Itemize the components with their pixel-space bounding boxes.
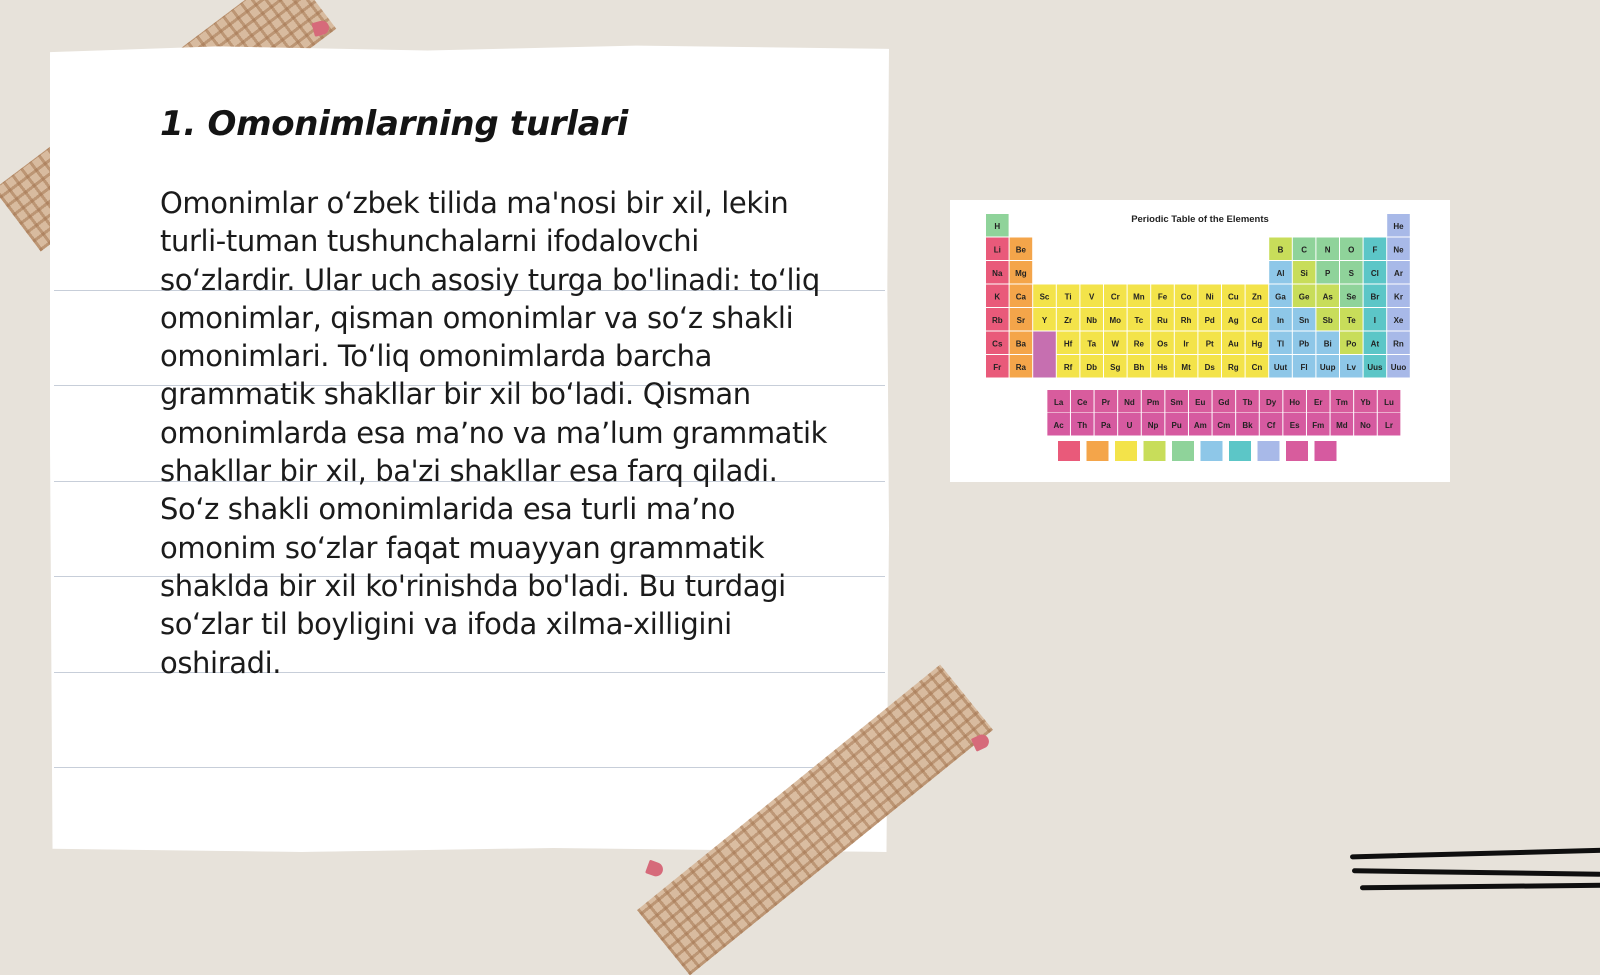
element-cell-he (1387, 214, 1410, 237)
element-symbol: Pt (1205, 339, 1214, 349)
element-cell-am (1189, 413, 1212, 436)
element-cell-yb (1354, 390, 1377, 413)
element-cell-pd (1198, 308, 1221, 331)
periodic-table-title: Periodic Table of the Elements (1131, 214, 1269, 225)
element-cell-ds (1198, 355, 1221, 378)
element-symbol: Tc (1134, 315, 1144, 325)
element-symbol: Uuo (1390, 362, 1407, 372)
element-symbol: Cr (1110, 292, 1120, 302)
element-symbol: Rh (1180, 315, 1192, 325)
element-cell-at (1364, 332, 1387, 355)
element-cell-in (1269, 308, 1292, 331)
element-cell-uup (1316, 355, 1339, 378)
element-cell-bh (1128, 355, 1151, 378)
element-symbol: Li (993, 245, 1001, 255)
element-symbol: Xe (1393, 315, 1404, 325)
element-cell-pm (1142, 390, 1165, 413)
element-symbol: Re (1133, 339, 1145, 349)
element-symbol: Pm (1146, 397, 1160, 407)
element-cell-cd (1246, 308, 1269, 331)
f-block-placeholder (1033, 332, 1056, 378)
element-cell-k (986, 285, 1009, 308)
element-symbol: V (1089, 292, 1095, 302)
element-symbol: Lu (1384, 397, 1394, 407)
element-symbol: Np (1147, 420, 1159, 430)
legend-swatch (1115, 441, 1137, 461)
element-cell-ti (1057, 285, 1080, 308)
element-cell-sm (1165, 390, 1188, 413)
element-cell-zr (1057, 308, 1080, 331)
element-symbol: Pu (1171, 420, 1182, 430)
element-symbol: Sr (1016, 315, 1026, 325)
element-cell-cu (1222, 285, 1245, 308)
element-symbol: Hs (1157, 362, 1168, 372)
element-symbol: Pb (1298, 339, 1310, 349)
element-cell-ni (1198, 285, 1221, 308)
element-cell-rb (986, 308, 1009, 331)
element-cell-mt (1175, 355, 1198, 378)
element-cell-tc (1128, 308, 1151, 331)
element-symbol: Uut (1273, 362, 1288, 372)
element-cell-uut (1269, 355, 1292, 378)
element-symbol: Lr (1385, 420, 1394, 430)
element-symbol: Ca (1015, 292, 1027, 302)
element-symbol: Ho (1289, 397, 1300, 407)
element-cell-db (1080, 355, 1103, 378)
element-symbol: Cd (1251, 315, 1263, 325)
element-symbol: Bk (1242, 420, 1253, 430)
element-cell-bi (1316, 332, 1339, 355)
element-symbol: Bh (1133, 362, 1145, 372)
element-cell-xe (1387, 308, 1410, 331)
element-cell-pu (1165, 413, 1188, 436)
element-cell-kr (1387, 285, 1410, 308)
element-cell-li (986, 238, 1009, 261)
element-symbol: Ta (1087, 339, 1097, 349)
element-symbol: As (1322, 292, 1333, 302)
element-symbol: Na (992, 268, 1003, 278)
element-cell-b (1269, 238, 1292, 261)
element-cell-cm (1213, 413, 1236, 436)
element-cell-rn (1387, 332, 1410, 355)
element-cell-cf (1260, 413, 1283, 436)
element-cell-cn (1246, 355, 1269, 378)
element-cell-be (1010, 238, 1033, 261)
element-cell-fr (986, 355, 1009, 378)
element-symbol: Tb (1242, 397, 1253, 407)
periodic-table-image (950, 200, 1450, 482)
element-symbol: Hf (1063, 339, 1073, 349)
element-symbol: La (1053, 397, 1064, 407)
element-cell-ca (1010, 285, 1033, 308)
element-cell-eu (1189, 390, 1212, 413)
element-symbol: Yb (1360, 397, 1371, 407)
element-symbol: N (1324, 245, 1331, 255)
element-symbol: Th (1077, 420, 1088, 430)
element-symbol: Eu (1195, 397, 1206, 407)
element-symbol: Sg (1110, 362, 1121, 372)
element-cell-u (1118, 413, 1141, 436)
element-symbol: Sc (1039, 292, 1050, 302)
element-symbol: No (1360, 420, 1371, 430)
element-cell-na (986, 261, 1009, 284)
element-symbol: Ag (1227, 315, 1239, 325)
element-cell-p (1316, 261, 1339, 284)
element-symbol: Nb (1086, 315, 1098, 325)
element-symbol: Dy (1265, 397, 1277, 407)
element-symbol: Y (1041, 315, 1048, 325)
element-cell-sb (1316, 308, 1339, 331)
paper-rule (54, 767, 885, 768)
element-cell-br (1364, 285, 1387, 308)
element-cell-si (1293, 261, 1316, 284)
legend-swatch (1258, 441, 1280, 461)
legend-swatch (1058, 441, 1080, 461)
element-cell-zn (1246, 285, 1269, 308)
element-cell-uus (1364, 355, 1387, 378)
element-symbol: Mn (1133, 292, 1145, 302)
element-cell-tb (1236, 390, 1259, 413)
element-symbol: Ce (1077, 397, 1088, 407)
element-cell-as (1316, 285, 1339, 308)
element-symbol: Cf (1266, 420, 1276, 430)
element-symbol: Lv (1346, 362, 1356, 372)
element-cell-uuo (1387, 355, 1410, 378)
element-cell-w (1104, 332, 1127, 355)
element-symbol: Os (1157, 339, 1168, 349)
element-cell-mn (1128, 285, 1151, 308)
periodic-table-graphic (950, 200, 1450, 482)
element-cell-dy (1260, 390, 1283, 413)
element-cell-lv (1340, 355, 1363, 378)
element-symbol: Pd (1204, 315, 1215, 325)
element-cell-tm (1331, 390, 1354, 413)
element-cell-pt (1198, 332, 1221, 355)
element-symbol: Fe (1157, 292, 1168, 302)
element-cell-y (1033, 308, 1056, 331)
element-cell-md (1331, 413, 1354, 436)
element-symbol: Tm (1335, 397, 1348, 407)
element-cell-rf (1057, 355, 1080, 378)
element-symbol: Mt (1181, 362, 1191, 372)
element-symbol: Rb (991, 315, 1003, 325)
element-cell-os (1151, 332, 1174, 355)
element-cell-lu (1378, 390, 1401, 413)
element-cell-te (1340, 308, 1363, 331)
slide-body-text: Omonimlar o‘zbek tilida ma'nosi bir xil, lekin turli-tuman tushunchalarni ifodalovchi so‘zlardir. Ular uch asosiy turga bo'linadi: to‘liq omonimlar, qisman omonimlar va so‘z shakli omonimlari. To‘liq omonimlarda barcha grammatik shakllar bir xil bo‘ladi. Qisman omonimlarda esa ma’no va ma’lum grammatik shakllar bir xil, ba'zi shakllar esa farq qiladi. So‘z shakli omonimlarida esa turli ma’no omonim so‘zlar faqat muayyan grammatik shaklda bir xil ko'rinishda bo'ladi. Bu turdagi so‘zlar til boyligini va ifoda xilma-xilligini oshiradi. (160, 186, 828, 680)
element-symbol: Al (1276, 268, 1285, 278)
element-symbol: Ga (1275, 292, 1286, 302)
element-symbol: Fr (993, 362, 1002, 372)
brush-stroke (1360, 883, 1600, 891)
element-cell-hf (1057, 332, 1080, 355)
element-symbol: Sm (1170, 397, 1183, 407)
element-symbol: Db (1086, 362, 1098, 372)
brush-stroke (1352, 868, 1600, 876)
element-symbol: At (1370, 339, 1380, 349)
element-symbol: Ac (1053, 420, 1064, 430)
element-cell-bk (1236, 413, 1259, 436)
element-symbol: Rg (1227, 362, 1239, 372)
element-symbol: Am (1193, 420, 1207, 430)
element-cell-po (1340, 332, 1363, 355)
legend-swatch (1087, 441, 1109, 461)
element-cell-ho (1283, 390, 1306, 413)
element-cell-cl (1364, 261, 1387, 284)
element-cell-ra (1010, 355, 1033, 378)
element-cell-ce (1071, 390, 1094, 413)
element-cell-hs (1151, 355, 1174, 378)
element-cell-pb (1293, 332, 1316, 355)
element-cell-la (1047, 390, 1070, 413)
element-cell-tl (1269, 332, 1292, 355)
element-symbol: Ds (1204, 362, 1215, 372)
element-symbol: Cu (1227, 292, 1239, 302)
element-symbol: Pr (1101, 397, 1111, 407)
element-symbol: Ti (1064, 292, 1072, 302)
element-cell-pa (1095, 413, 1118, 436)
element-cell-gd (1213, 390, 1236, 413)
element-symbol: Ru (1157, 315, 1168, 325)
element-cell-es (1283, 413, 1306, 436)
element-symbol: Mg (1015, 268, 1027, 278)
element-symbol: Ra (1015, 362, 1027, 372)
element-symbol: Mo (1109, 315, 1122, 325)
element-symbol: Br (1370, 292, 1380, 302)
element-cell-ru (1151, 308, 1174, 331)
element-cell-sg (1104, 355, 1127, 378)
element-cell-rg (1222, 355, 1245, 378)
element-cell-pr (1095, 390, 1118, 413)
element-cell-nd (1118, 390, 1141, 413)
element-symbol: Ar (1394, 268, 1403, 278)
legend-swatch (1144, 441, 1166, 461)
element-cell-er (1307, 390, 1330, 413)
legend-swatch (1172, 441, 1194, 461)
element-cell-ba (1010, 332, 1033, 355)
element-cell-ta (1080, 332, 1103, 355)
element-symbol: Au (1227, 339, 1239, 349)
element-cell-se (1340, 285, 1363, 308)
element-cell-ir (1175, 332, 1198, 355)
element-symbol: Fl (1300, 362, 1308, 372)
element-symbol: Co (1180, 292, 1192, 302)
element-symbol: Md (1336, 420, 1348, 430)
legend-swatch (1201, 441, 1223, 461)
element-symbol: Tl (1276, 339, 1285, 349)
slide-title: 1. Omonimlarning turlari (160, 104, 629, 144)
element-symbol: Ge (1298, 292, 1310, 302)
element-cell-h (986, 214, 1009, 237)
element-symbol: In (1276, 315, 1285, 325)
element-cell-np (1142, 413, 1165, 436)
element-cell-th (1071, 413, 1094, 436)
element-symbol: Gd (1218, 397, 1230, 407)
brush-stroke (1350, 848, 1600, 860)
element-cell-fl (1293, 355, 1316, 378)
element-cell-i (1364, 308, 1387, 331)
element-symbol: Hg (1251, 339, 1263, 349)
element-cell-sc (1033, 285, 1056, 308)
element-symbol: B (1277, 245, 1284, 255)
element-cell-mo (1104, 308, 1127, 331)
element-cell-ar (1387, 261, 1410, 284)
element-cell-ag (1222, 308, 1245, 331)
element-symbol: Cn (1251, 362, 1263, 372)
legend-swatch (1315, 441, 1337, 461)
element-symbol: Sn (1298, 315, 1310, 325)
element-symbol: Es (1289, 420, 1300, 430)
element-symbol: F (1372, 245, 1378, 255)
element-cell-cr (1104, 285, 1127, 308)
element-symbol: Zr (1064, 315, 1073, 325)
element-symbol: Er (1314, 397, 1323, 407)
element-symbol: Ba (1015, 339, 1027, 349)
element-symbol: Rn (1393, 339, 1404, 349)
element-cell-nb (1080, 308, 1103, 331)
legend-swatch (1229, 441, 1251, 461)
element-symbol: He (1393, 221, 1404, 231)
element-cell-f (1364, 238, 1387, 261)
tape-pin-bottom-left (645, 860, 665, 879)
element-symbol: Fm (1312, 420, 1325, 430)
element-symbol: Nd (1124, 397, 1135, 407)
element-symbol: S (1348, 268, 1354, 278)
element-cell-ac (1047, 413, 1070, 436)
element-cell-sr (1010, 308, 1033, 331)
element-cell-s (1340, 261, 1363, 284)
element-symbol: Se (1346, 292, 1357, 302)
element-symbol: Be (1015, 245, 1027, 255)
element-symbol: K (994, 292, 1001, 302)
element-symbol: Zn (1252, 292, 1262, 302)
element-symbol: Cl (1370, 268, 1379, 278)
element-symbol: Kr (1394, 292, 1403, 302)
element-symbol: Ni (1205, 292, 1214, 302)
element-cell-ne (1387, 238, 1410, 261)
element-cell-rh (1175, 308, 1198, 331)
element-symbol: Cs (992, 339, 1003, 349)
element-cell-ga (1269, 285, 1292, 308)
element-symbol: P (1325, 268, 1331, 278)
element-symbol: Te (1346, 315, 1356, 325)
element-symbol: Si (1300, 268, 1308, 278)
element-symbol: Uup (1319, 362, 1336, 372)
element-cell-al (1269, 261, 1292, 284)
element-symbol: Sb (1322, 315, 1333, 325)
element-cell-lr (1378, 413, 1401, 436)
element-symbol: O (1348, 245, 1355, 255)
element-symbol: C (1301, 245, 1307, 255)
element-cell-cs (986, 332, 1009, 355)
element-cell-v (1080, 285, 1103, 308)
element-cell-au (1222, 332, 1245, 355)
element-symbol: Ne (1393, 245, 1404, 255)
element-symbol: Rf (1063, 362, 1073, 372)
element-cell-fe (1151, 285, 1174, 308)
element-symbol: Uus (1367, 362, 1383, 372)
element-cell-n (1316, 238, 1339, 261)
element-cell-co (1175, 285, 1198, 308)
element-cell-ge (1293, 285, 1316, 308)
element-symbol: Po (1346, 339, 1357, 349)
element-cell-no (1354, 413, 1377, 436)
element-cell-re (1128, 332, 1151, 355)
element-symbol: H (994, 221, 1001, 231)
element-cell-c (1293, 238, 1316, 261)
element-symbol: Ir (1183, 339, 1189, 349)
element-symbol: Bi (1323, 339, 1332, 349)
element-symbol: Cm (1217, 420, 1231, 430)
element-cell-o (1340, 238, 1363, 261)
element-symbol: Pa (1100, 420, 1111, 430)
element-cell-mg (1010, 261, 1033, 284)
element-symbol: W (1111, 339, 1120, 349)
legend-swatch (1286, 441, 1308, 461)
element-symbol: U (1126, 420, 1133, 430)
element-symbol: I (1373, 315, 1377, 325)
element-cell-fm (1307, 413, 1330, 436)
element-cell-sn (1293, 308, 1316, 331)
element-cell-hg (1246, 332, 1269, 355)
